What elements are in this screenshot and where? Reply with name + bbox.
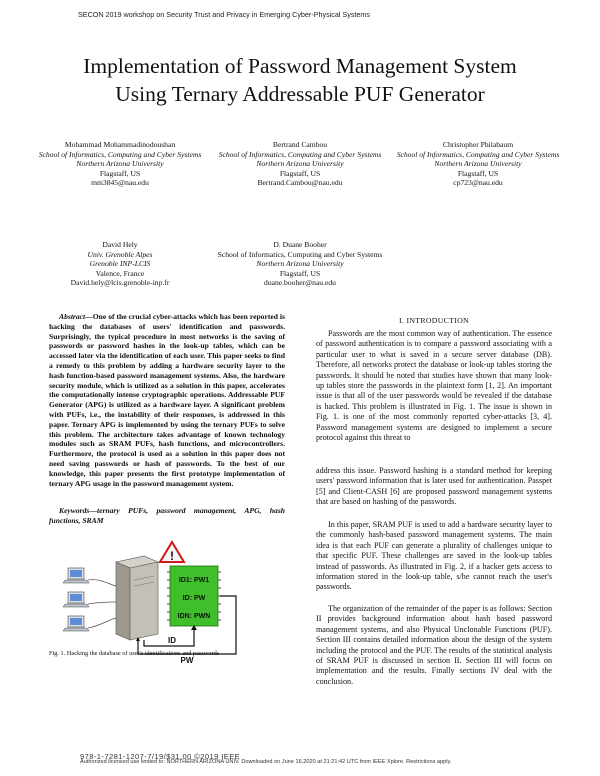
author-email: mm3845@nau.edu	[91, 178, 149, 188]
author-university: Grenoble INP-LCIS	[89, 259, 151, 269]
author-email: David.hely@lcis.grenoble-inp.fr	[70, 278, 170, 288]
warning-mark: !	[170, 549, 174, 563]
copyright-line: 978-1-7281-1207-7/19/$31.00 ©2019 IEEE	[80, 752, 241, 761]
chip-row-middle: ID: PW	[182, 595, 206, 602]
author-university: Northern Arizona University	[76, 159, 164, 169]
author-name: Bertrand Cambou	[272, 140, 328, 149]
chip-row-first: ID1: PW1	[178, 577, 210, 584]
cable-line	[88, 602, 116, 604]
intro-paragraph-3: The organization of the remainder of the paper is as follows: Section II provides background information about hash based password management systems, and also Physical Unclonable Functions (PUF). Section III contains detailed information about the design of the system including the protocol and the PUF. The results of the statistical analysis of SRAM PUF is discussed in section II. Section III will focus on implementation and the results. Finally sections IV deal with the conclusion.	[316, 604, 552, 686]
author-block-3	[388, 140, 568, 188]
figure-1	[60, 540, 280, 665]
intro-paragraph-1: Passwords are the most common way of authentication. The essence of password authentication is to compare a password associating with a particular user to what is saved in a secure server database (DB). Therefore, all networks protect the database or look-up tables storing the passwords. It should be noted that studies have shown that many look-up tables store the passwords in the plaintext form [1, 2]. An important issue is that all of the user passwords would be revealed if the database is hacked. This problem is illustrated in Fig. 1. The issue is shown in Fig. 1. is one of the most commonly reported cyber-attacks [3, 4]. Password management systems are designed to implement a secure protocol against this threat to	[316, 329, 552, 443]
title-line-2: Using Ternary Addressable PUF Generator	[115, 82, 485, 106]
author-affiliation: School of Informatics, Computing and Cyber Systems	[218, 149, 382, 159]
author-affiliation: School of Informatics, Computing and Cyber Systems	[38, 149, 202, 159]
intro-paragraph-2: In this paper, SRAM PUF is used to add a hardware security layer to the commonly hash-based password management systems. The main idea is that each PUF can generate a plurality of challenges unique to that specific PUF. These challenges are saved in the look-up tables instead of passwords. As illustrated in Fig. 2, if a hacker gets access to information stored in the look-up table, s/he cannot reach the user's passwords.	[316, 520, 552, 592]
warning-icon	[160, 542, 184, 563]
laptop-icon	[63, 568, 89, 583]
author-block-2	[210, 140, 390, 188]
author-affiliation: School of Informatics, Computing and Cyber Systems	[396, 149, 560, 159]
author-university: Northern Arizona University	[256, 259, 344, 269]
abstract-text: —One of the crucial cyber-attacks which has been reported is hacking the databases of users' identification and passwords. Surprisingly, the typical procedure in most networks is the saving of passwords or password hashes in the look-up tables, which can be accessed later via the identification of each user. This paper seeks to find a remedy to this problem by adding a hardware security layer to the hash function-based password management systems. Also, the hardware security module, which is utilized as a solution in this paper, accelerates the computationally intense cryptographic operations. Addressable PUF Generator (APG) is utilized as a hardware layer. A significant problem with PUFs, i.e., the instability of their responses, is addressed in this paper. Ternary APG is implemented by using the ternary PUFs to solve this problem. The architecture takes advantage of known technology modules such as SRAM PUFs, hash functions, and microcontrollers. Furthermore, the protocol is used as a solution in this paper does not need saving passwords or hash of passwords. To the best of our knowledge, this paper presents the first prototype implementation of ternary APG usage in the password management system.	[49, 312, 285, 488]
figure-1-caption: Fig. 1. Hacking the database of user's identifications and passwords	[49, 650, 220, 657]
abstract	[49, 312, 285, 488]
author-name: David Hely	[102, 240, 138, 249]
paper-title	[20, 52, 580, 108]
abstract-label: Abstract	[59, 312, 86, 321]
author-university: Northern Arizona University	[256, 159, 344, 169]
figure-1-diagram	[60, 540, 280, 665]
author-city: Valence, France	[95, 268, 145, 278]
license-notice: Authorized licensed use limited to: NORTHERN ARIZONA UNIV. Downloaded on June 16,2020 at 21:21:42 UTC from IEEE Xplore. Restrictions apply.	[80, 759, 452, 765]
section-heading: I. INTRODUCTION	[399, 316, 469, 325]
author-email: Bertrand.Cambou@nau.edu	[257, 178, 343, 188]
cable-line	[88, 618, 116, 628]
author-email: duane.booher@nau.edu	[264, 278, 336, 288]
laptop-icon	[63, 592, 89, 607]
title-line-1: Implementation of Password Management System	[83, 54, 517, 78]
author-block-1	[26, 140, 214, 188]
chip-icon	[167, 566, 221, 626]
arrow-label-id: ID	[168, 636, 176, 645]
author-name: D. Duane Booher	[273, 240, 327, 249]
chip-row-last: IDN: PWN	[177, 613, 211, 620]
author-city: Flagstaff, US	[99, 168, 141, 178]
author-affiliation: School of Informatics, Computing and Cyber Systems	[217, 249, 383, 259]
author-university: Northern Arizona University	[434, 159, 522, 169]
intro-paragraph-1-continued: address this issue. Password hashing is a standard method for keeping users' password information that is later used for authentication. Passpet [5] and Client-CASH [6] are proposed password management systems that are based on hashing of the passwords.	[316, 466, 552, 507]
author-name: Christopher Philabaum	[442, 140, 514, 149]
cable-line	[88, 580, 116, 586]
author-name: Mohammad Mohammadinodoushan	[64, 140, 176, 149]
workshop-header: SECON 2019 workshop on Security Trust and Privacy in Emerging Cyber-Physical Systems	[78, 10, 371, 19]
author-block-4	[26, 240, 214, 288]
author-city: Flagstaff, US	[457, 168, 499, 178]
author-affiliation: Univ. Grenoble Alpes	[87, 249, 153, 259]
laptop-icon	[63, 616, 89, 631]
author-email: cp723@nau.edu	[453, 178, 503, 188]
arrow-label-pw: PW	[180, 656, 194, 665]
author-city: Flagstaff, US	[279, 168, 321, 178]
server-icon	[116, 556, 158, 640]
author-block-5	[210, 240, 390, 288]
keywords: Keywords—ternary PUFs, password management, APG, hash functions, SRAM	[49, 506, 285, 525]
author-city: Flagstaff, US	[279, 268, 321, 278]
